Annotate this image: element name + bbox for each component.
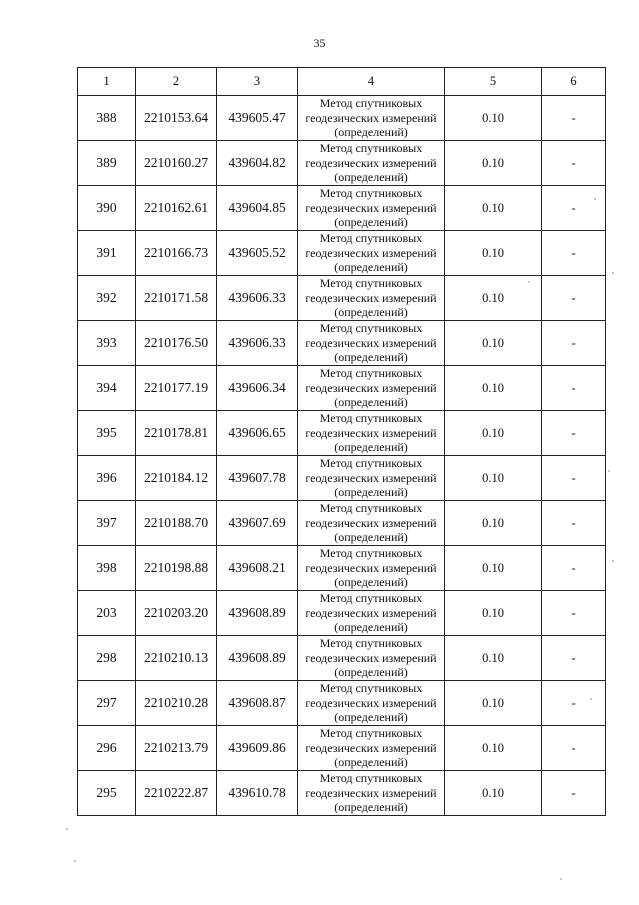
method-line: геодезических измерений bbox=[305, 560, 437, 575]
method-cell bbox=[298, 726, 445, 771]
y-coordinate-cell: 439604.85 bbox=[217, 186, 298, 231]
point-number-cell: 388 bbox=[78, 96, 136, 141]
x-coordinate-cell: 2210184.12 bbox=[136, 456, 217, 501]
x-coordinate-cell: 2210160.27 bbox=[136, 141, 217, 186]
method-cell bbox=[298, 591, 445, 636]
point-number-cell: 392 bbox=[78, 276, 136, 321]
method-line: геодезических измерений bbox=[305, 110, 437, 125]
accuracy-cell: 0.10 bbox=[445, 321, 542, 366]
x-coordinate-cell: 2210222.87 bbox=[136, 771, 217, 816]
method-cell bbox=[298, 771, 445, 816]
table-row bbox=[78, 771, 606, 816]
method-line: Метод спутниковых bbox=[319, 321, 423, 336]
accuracy-cell: 0.10 bbox=[445, 591, 542, 636]
method-line: геодезических измерений bbox=[305, 785, 437, 800]
scan-speck bbox=[74, 860, 76, 862]
method-line: Метод спутниковых bbox=[319, 546, 423, 561]
point-number-cell: 295 bbox=[78, 771, 136, 816]
method-line: (определений) bbox=[334, 800, 408, 815]
scan-speck bbox=[66, 828, 68, 830]
accuracy-cell: 0.10 bbox=[445, 726, 542, 771]
column-header-note: 6 bbox=[542, 68, 606, 96]
method-cell bbox=[298, 141, 445, 186]
column-header-method: 4 bbox=[298, 68, 445, 96]
point-number-cell: 390 bbox=[78, 186, 136, 231]
table-header-row bbox=[78, 68, 606, 96]
scan-speck bbox=[528, 281, 530, 283]
y-coordinate-cell: 439610.78 bbox=[217, 771, 298, 816]
x-coordinate-cell: 2210188.70 bbox=[136, 501, 217, 546]
table-row bbox=[78, 231, 606, 276]
method-line: геодезических измерений bbox=[305, 740, 437, 755]
scan-speck bbox=[590, 698, 592, 700]
method-line: Метод спутниковых bbox=[319, 681, 423, 696]
page-number: 35 bbox=[313, 36, 326, 50]
note-cell: - bbox=[542, 501, 606, 546]
table-row bbox=[78, 186, 606, 231]
table-row bbox=[78, 276, 606, 321]
x-coordinate-cell: 2210213.79 bbox=[136, 726, 217, 771]
table-row bbox=[78, 591, 606, 636]
table-body bbox=[78, 96, 606, 816]
table-row bbox=[78, 636, 606, 681]
method-line: Метод спутниковых bbox=[319, 771, 423, 786]
accuracy-cell: 0.10 bbox=[445, 771, 542, 816]
x-coordinate-cell: 2210171.58 bbox=[136, 276, 217, 321]
column-header-accuracy: 5 bbox=[445, 68, 542, 96]
method-line: Метод спутниковых bbox=[319, 726, 423, 741]
method-cell bbox=[298, 366, 445, 411]
accuracy-cell: 0.10 bbox=[445, 456, 542, 501]
method-line: (определений) bbox=[334, 575, 408, 590]
method-line: (определений) bbox=[334, 620, 408, 635]
method-line: (определений) bbox=[334, 260, 408, 275]
method-line: Метод спутниковых bbox=[319, 456, 423, 471]
x-coordinate-cell: 2210210.28 bbox=[136, 681, 217, 726]
y-coordinate-cell: 439609.86 bbox=[217, 726, 298, 771]
accuracy-cell: 0.10 bbox=[445, 501, 542, 546]
method-line: Метод спутниковых bbox=[319, 186, 423, 201]
y-coordinate-cell: 439607.69 bbox=[217, 501, 298, 546]
table-row bbox=[78, 726, 606, 771]
scan-speck bbox=[594, 198, 596, 200]
method-line: (определений) bbox=[334, 530, 408, 545]
method-line: Метод спутниковых bbox=[319, 141, 423, 156]
note-cell: - bbox=[542, 186, 606, 231]
accuracy-cell: 0.10 bbox=[445, 186, 542, 231]
method-cell bbox=[298, 321, 445, 366]
x-coordinate-cell: 2210178.81 bbox=[136, 411, 217, 456]
table-row bbox=[78, 321, 606, 366]
y-coordinate-cell: 439606.33 bbox=[217, 276, 298, 321]
method-cell bbox=[298, 186, 445, 231]
x-coordinate-cell: 2210198.88 bbox=[136, 546, 217, 591]
method-line: геодезических измерений bbox=[305, 155, 437, 170]
point-number-cell: 203 bbox=[78, 591, 136, 636]
method-line: геодезических измерений bbox=[305, 695, 437, 710]
point-number-cell: 391 bbox=[78, 231, 136, 276]
note-cell: - bbox=[542, 411, 606, 456]
note-cell: - bbox=[542, 546, 606, 591]
y-coordinate-cell: 439608.89 bbox=[217, 591, 298, 636]
y-coordinate-cell: 439608.87 bbox=[217, 681, 298, 726]
method-line: геодезических измерений bbox=[305, 425, 437, 440]
note-cell: - bbox=[542, 321, 606, 366]
table-row bbox=[78, 546, 606, 591]
scan-speck bbox=[612, 272, 614, 274]
table-row bbox=[78, 141, 606, 186]
method-line: (определений) bbox=[334, 665, 408, 680]
method-line: (определений) bbox=[334, 305, 408, 320]
accuracy-cell: 0.10 bbox=[445, 231, 542, 276]
method-line: Метод спутниковых bbox=[319, 231, 423, 246]
method-line: (определений) bbox=[334, 215, 408, 230]
method-line: (определений) bbox=[334, 710, 408, 725]
table-row bbox=[78, 456, 606, 501]
method-line: (определений) bbox=[334, 395, 408, 410]
x-coordinate-cell: 2210210.13 bbox=[136, 636, 217, 681]
method-line: Метод спутниковых bbox=[319, 501, 423, 516]
y-coordinate-cell: 439606.33 bbox=[217, 321, 298, 366]
method-line: геодезических измерений bbox=[305, 245, 437, 260]
method-line: (определений) bbox=[334, 440, 408, 455]
method-line: геодезических измерений bbox=[305, 515, 437, 530]
method-line: (определений) bbox=[334, 755, 408, 770]
method-line: геодезических измерений bbox=[305, 335, 437, 350]
method-cell bbox=[298, 276, 445, 321]
method-line: Метод спутниковых bbox=[319, 636, 423, 651]
note-cell: - bbox=[542, 636, 606, 681]
note-cell: - bbox=[542, 276, 606, 321]
method-line: геодезических измерений bbox=[305, 200, 437, 215]
y-coordinate-cell: 439606.65 bbox=[217, 411, 298, 456]
scan-speck bbox=[608, 470, 610, 472]
point-number-cell: 297 bbox=[78, 681, 136, 726]
y-coordinate-cell: 439608.89 bbox=[217, 636, 298, 681]
column-header-x-coordinate: 2 bbox=[136, 68, 217, 96]
method-line: Метод спутниковых bbox=[319, 411, 423, 426]
point-number-cell: 395 bbox=[78, 411, 136, 456]
point-number-cell: 394 bbox=[78, 366, 136, 411]
note-cell: - bbox=[542, 681, 606, 726]
y-coordinate-cell: 439605.47 bbox=[217, 96, 298, 141]
y-coordinate-cell: 439607.78 bbox=[217, 456, 298, 501]
x-coordinate-cell: 2210153.64 bbox=[136, 96, 217, 141]
accuracy-cell: 0.10 bbox=[445, 681, 542, 726]
point-number-cell: 393 bbox=[78, 321, 136, 366]
column-header-point-number: 1 bbox=[78, 68, 136, 96]
note-cell: - bbox=[542, 366, 606, 411]
point-number-cell: 298 bbox=[78, 636, 136, 681]
method-cell bbox=[298, 411, 445, 456]
accuracy-cell: 0.10 bbox=[445, 636, 542, 681]
point-number-cell: 296 bbox=[78, 726, 136, 771]
note-cell: - bbox=[542, 96, 606, 141]
method-line: (определений) bbox=[334, 485, 408, 500]
method-line: Метод спутниковых bbox=[319, 366, 423, 381]
point-number-cell: 397 bbox=[78, 501, 136, 546]
point-number-cell: 396 bbox=[78, 456, 136, 501]
method-line: (определений) bbox=[334, 170, 408, 185]
y-coordinate-cell: 439605.52 bbox=[217, 231, 298, 276]
method-line: геодезических измерений bbox=[305, 650, 437, 665]
x-coordinate-cell: 2210177.19 bbox=[136, 366, 217, 411]
method-cell bbox=[298, 231, 445, 276]
method-cell bbox=[298, 96, 445, 141]
point-number-cell: 389 bbox=[78, 141, 136, 186]
note-cell: - bbox=[542, 771, 606, 816]
accuracy-cell: 0.10 bbox=[445, 366, 542, 411]
method-line: (определений) bbox=[334, 125, 408, 140]
method-line: геодезических измерений bbox=[305, 605, 437, 620]
method-line: геодезических измерений bbox=[305, 380, 437, 395]
x-coordinate-cell: 2210166.73 bbox=[136, 231, 217, 276]
note-cell: - bbox=[542, 726, 606, 771]
method-line: Метод спутниковых bbox=[319, 591, 423, 606]
accuracy-cell: 0.10 bbox=[445, 546, 542, 591]
y-coordinate-cell: 439604.82 bbox=[217, 141, 298, 186]
coordinates-table bbox=[77, 67, 606, 816]
scan-speck bbox=[612, 560, 614, 562]
table-row bbox=[78, 96, 606, 141]
accuracy-cell: 0.10 bbox=[445, 141, 542, 186]
scan-speck bbox=[560, 878, 562, 880]
method-cell bbox=[298, 456, 445, 501]
table-row bbox=[78, 411, 606, 456]
y-coordinate-cell: 439608.21 bbox=[217, 546, 298, 591]
table-row bbox=[78, 501, 606, 546]
accuracy-cell: 0.10 bbox=[445, 96, 542, 141]
y-coordinate-cell: 439606.34 bbox=[217, 366, 298, 411]
table-row bbox=[78, 366, 606, 411]
method-line: геодезических измерений bbox=[305, 470, 437, 485]
note-cell: - bbox=[542, 456, 606, 501]
method-line: геодезических измерений bbox=[305, 290, 437, 305]
point-number-cell: 398 bbox=[78, 546, 136, 591]
note-cell: - bbox=[542, 591, 606, 636]
method-cell bbox=[298, 681, 445, 726]
note-cell: - bbox=[542, 231, 606, 276]
method-cell bbox=[298, 546, 445, 591]
accuracy-cell: 0.10 bbox=[445, 411, 542, 456]
table-row bbox=[78, 681, 606, 726]
column-header-y-coordinate: 3 bbox=[217, 68, 298, 96]
accuracy-cell: 0.10 bbox=[445, 276, 542, 321]
method-line: Метод спутниковых bbox=[319, 276, 423, 291]
x-coordinate-cell: 2210176.50 bbox=[136, 321, 217, 366]
method-cell bbox=[298, 636, 445, 681]
note-cell: - bbox=[542, 141, 606, 186]
x-coordinate-cell: 2210203.20 bbox=[136, 591, 217, 636]
method-cell bbox=[298, 501, 445, 546]
method-line: (определений) bbox=[334, 350, 408, 365]
x-coordinate-cell: 2210162.61 bbox=[136, 186, 217, 231]
method-line: Метод спутниковых bbox=[319, 96, 423, 111]
